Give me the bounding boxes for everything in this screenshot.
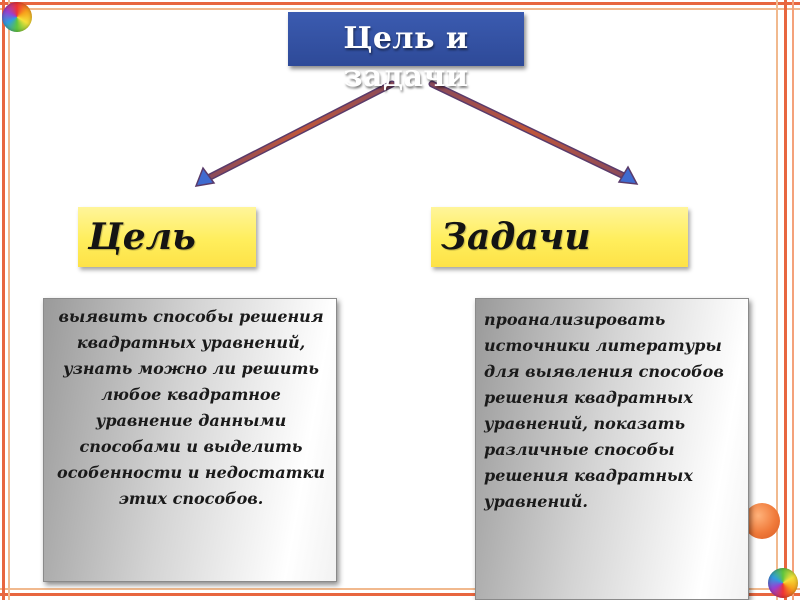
tasks-description-box — [475, 298, 749, 600]
tasks-heading: Задачи — [441, 216, 591, 258]
title-box — [288, 12, 524, 94]
arrow-to-goal — [196, 84, 392, 186]
goal-description: выявить способы решения квадратных уравнений, узнать можно ли решить любое квадратное уравнение данными способами и выделить особенности и недостатки этих способов. — [57, 307, 325, 508]
arrow-to-tasks — [432, 84, 637, 184]
goal-heading-box — [78, 207, 256, 267]
goal-heading: Цель — [88, 216, 196, 258]
diagram-title: Цель и задачи — [343, 21, 469, 94]
tasks-heading-box — [431, 207, 688, 267]
tasks-description: проанализировать источники литературы для выявления способов решения квадратных уравнений, показать различные способы решения квадратных уравнений. — [484, 310, 724, 511]
goal-description-box — [43, 298, 337, 582]
